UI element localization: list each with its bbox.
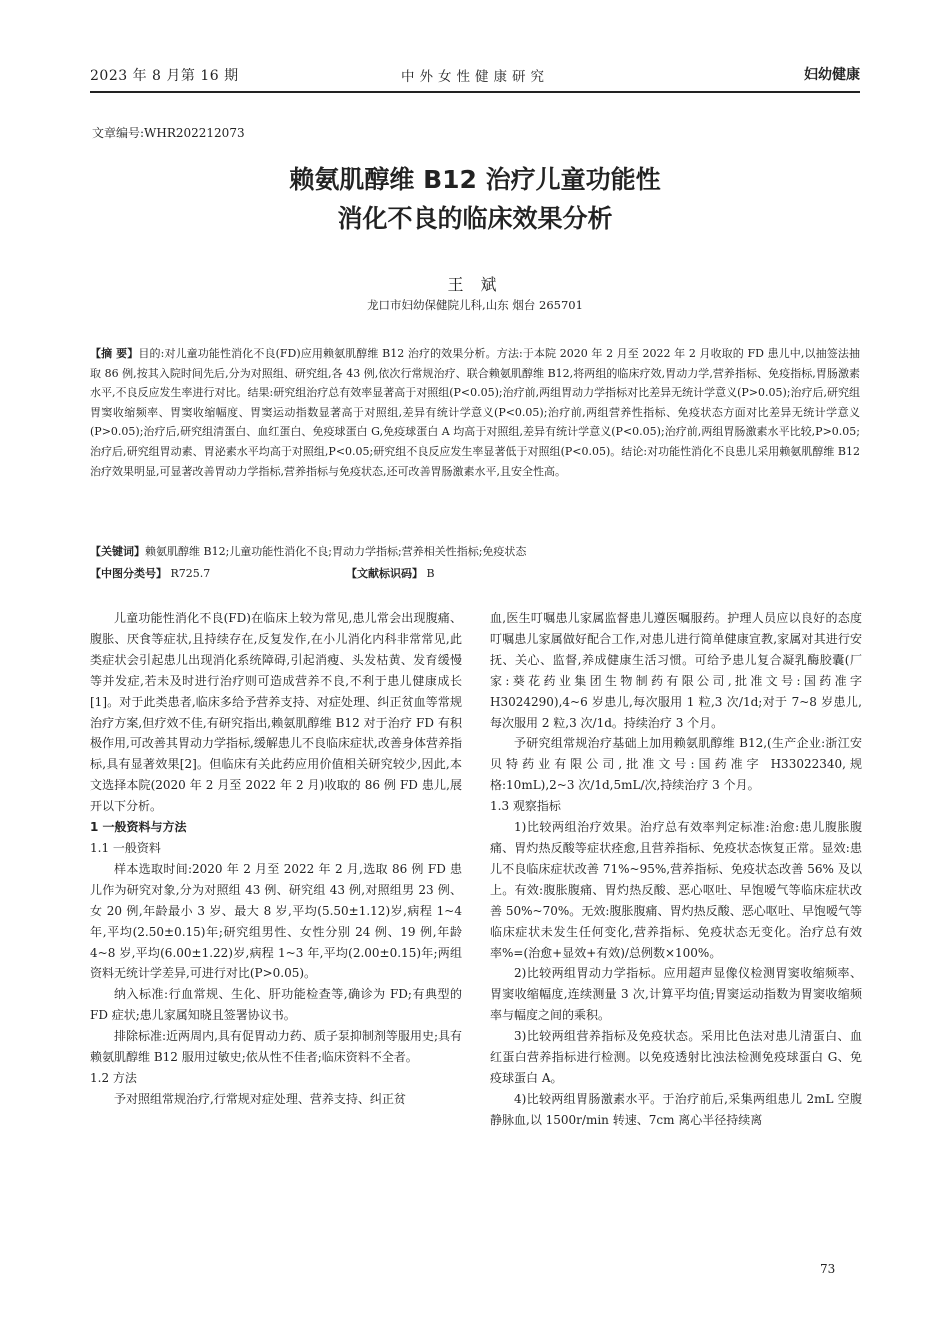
clc-value: R725.7 (170, 567, 211, 580)
issue-info: 2023 年 8 月第 16 期 (90, 68, 239, 84)
classification (90, 564, 860, 583)
abstract-label: 【摘 要】 (90, 347, 139, 360)
body-paragraph: 血,医生叮嘱患儿家属监督患儿遵医嘱服药。护理人员应以良好的态度叮嘱患儿家属做好配合工作,对患儿进行简单健康宣教,家属对其进行安抚、关心、监督,养成健康生活习惯。可给予患儿复合凝乳酶胶囊(厂家:葵花药业集团生物制药有限公司,批准文号:国药准字 H3024290),4~6 岁患儿,每次服用 1 粒,3 次/1d;对于 7~8 岁患儿,每次服用 2 粒,3 次/1d。持续治疗 3 个月。 (490, 611, 862, 730)
section-name: 妇幼健康 (804, 67, 860, 83)
doc-label: 【文献标识码】 (346, 567, 423, 580)
article-number: 文章编号:WHR202212073 (92, 126, 245, 140)
page-number: 73 (820, 1262, 836, 1276)
journal-name: 中外女性健康研究 (401, 69, 549, 85)
body-paragraph: 4)比较两组胃肠激素水平。于治疗前后,采集两组患儿 2mL 空腹静脉血,以 1500r/min 转速、7cm 离心半径持续离 (490, 1091, 862, 1127)
header-rule (90, 91, 860, 93)
body-paragraph: 3)比较两组营养指标及免疫状态。采用比色法对患儿清蛋白、血红蛋白营养指标进行检测。以免疫透射比浊法检测免疫球蛋白 G、免疫球蛋白 A。 (490, 1029, 862, 1085)
paper-title (90, 160, 860, 238)
abstract (90, 344, 860, 481)
doc-code (346, 564, 435, 583)
author: 王 斌 (447, 275, 503, 294)
body-paragraph: 2)比较两组胃动力学指标。应用超声显像仪检测胃窦收缩频率、胃窦收缩幅度,连续测量 3 次,计算平均值;胃窦运动指数为胃窦收缩频率与幅度之间的乘积。 (490, 966, 862, 1023)
subsection-heading: 1.3 观察指标 (490, 799, 561, 814)
doc-value: B (426, 567, 435, 580)
body-paragraph: 儿童功能性消化不良(FD)在临床上较为常见,患儿常会出现腹痛、腹胀、厌食等症状,且持续存在,反复发作,在小儿消化内科非常常见,此类症状会引起患儿出现消化系统障碍,引起消瘦、头发枯黄、发育缓慢等并发症,若未及时进行治疗则可造成营养不良,不利于患儿健康成长[1]。对于此类患者,临床多给予营养支持、对症处理、纠正贫血等常规治疗方案,但疗效不佳,有研究指出,赖氨肌醇维 B12 对于治疗 FD 有积极作用,可改善其胃动力学指标,缓解患儿不良临床症状,改善身体营养指标,具有显著效果[2]。但临床有关此药应用价值相关研究较少,因此,本文选择本院(2020 年 2 月至 2022 年 2 月)收取的 86 例 FD 患儿,展开以下分析。 (90, 611, 462, 814)
body-column-left (90, 608, 462, 1110)
body-column-right (490, 608, 862, 1131)
running-header (90, 60, 860, 90)
keywords-text: 赖氨肌醇维 B12;儿童功能性消化不良;胃动力学指标;营养相关性指标;免疫状态 (145, 545, 527, 558)
body-paragraph: 样本选取时间:2020 年 2 月至 2022 年 2 月,选取 86 例 FD 患儿作为研究对象,分为对照组 43 例、研究组 43 例,对照组男 23 例、女 20 例,年龄最小 3 岁、最大 8 岁,平均(5.50±1.12)岁,病程 1~4 年,平均(2.50±0.15)年;研究组男性、女性分别 24 例、19 例,年龄 4~8 岁,平均(6.00±1.22)岁,病程 1~3 年,平均(2.00±0.15)年;两组资料无统计学差异,可进行对比(P>0.05)。 (90, 861, 462, 981)
keywords-label: 【关键词】 (90, 545, 145, 558)
subsection-heading: 1.1 一般资料 (90, 840, 161, 855)
body-paragraph: 纳入标准:行血常规、生化、肝功能检查等,确诊为 FD;有典型的 FD 症状;患儿家属知晓且签署协议书。 (90, 987, 462, 1023)
abstract-text: 目的:对儿童功能性消化不良(FD)应用赖氨肌醇维 B12 治疗的效果分析。方法:于本院 2020 年 2 月至 2022 年 2 月收取的 FD 患儿中,以抽签法抽取 86 例,按其入院时间先后,分为对照组、研究组,各 43 例,依次行常规治疗、联合赖氨肌醇维 B12,将两组的临床疗效,胃动力学,营养指标、免疫指标,胃肠激素水平,不良反应发生率进行对比。结果:研究组治疗总有效率显著高于对照组(P<0.05);治疗前,两组胃动力学指标对比差异无统计学意义(P>0.05);治疗后,研究组胃窦收缩频率、胃窦收缩幅度、胃窦运动指数显著高于对照组,差异有统计学意义(P<0.05);治疗前,两组营养性指标、免疫状态方面对比差异无统计学意义(P>0.05);治疗后,研究组清蛋白、血红蛋白、免疫球蛋白 G,免疫球蛋白 A 均高于对照组,差异有统计学意义(P<0.05);治疗前,两组胃肠激素水平比较,P>0.05;治疗后,研究组胃动素、胃泌素水平均高于对照组,P<0.05;研究组不良反应发生率显著低于对照组(P<0.05)。结论:对功能性消化不良患儿采用赖氨肌醇维 B12 治疗效果明显,可显著改善胃动力学指标,营养指标与免疫状态,还可改善胃肠激素水平,且安全性高。 (90, 347, 860, 478)
body-paragraph: 1)比较两组治疗效果。治疗总有效率判定标准:治愈:患儿腹胀腹痛、胃灼热反酸等症状痊愈,且营养指标、免疫状态恢复正常。显效:患儿不良临床症状改善 71%~95%,营养指标、免疫状态改善 56% 及以上。有效:腹胀腹痛、胃灼热反酸、恶心呕吐、早饱嗳气等临床症状改善 50%~70%。无效:腹胀腹痛、胃灼热反酸、恶心呕吐、早饱嗳气等临床症状未发生任何变化,营养指标、免疫状态无变化。治疗总有效率%=(治愈+显效+有效)/总例数×100%。 (490, 820, 862, 960)
affiliation: 龙口市妇幼保健院儿科,山东 烟台 265701 (367, 298, 583, 312)
keywords (90, 542, 860, 561)
title-line-2: 消化不良的临床效果分析 (337, 204, 613, 233)
section-heading: 1 一般资料与方法 (90, 820, 187, 835)
subsection-heading: 1.2 方法 (90, 1070, 137, 1085)
body-paragraph: 予研究组常规治疗基础上加用赖氨肌醇维 B12,(生产企业:浙江安贝特药业有限公司,批准文号:国药准字 H33022340,规格:10mL),2~3 次/1d,5mL/次,持续治疗 3 个月。 (490, 736, 862, 793)
body-paragraph: 予对照组常规治疗,行常规对症处理、营养支持、纠正贫 (114, 1091, 406, 1106)
title-line-1: 赖氨肌醇维 B12 治疗儿童功能性 (289, 165, 661, 194)
clc-label: 【中图分类号】 (90, 567, 167, 580)
body-paragraph: 排除标准:近两周内,具有促胃动力药、质子泵抑制剂等服用史;具有赖氨肌醇维 B12 服用过敏史;依从性不佳者;临床资料不全者。 (90, 1029, 462, 1065)
